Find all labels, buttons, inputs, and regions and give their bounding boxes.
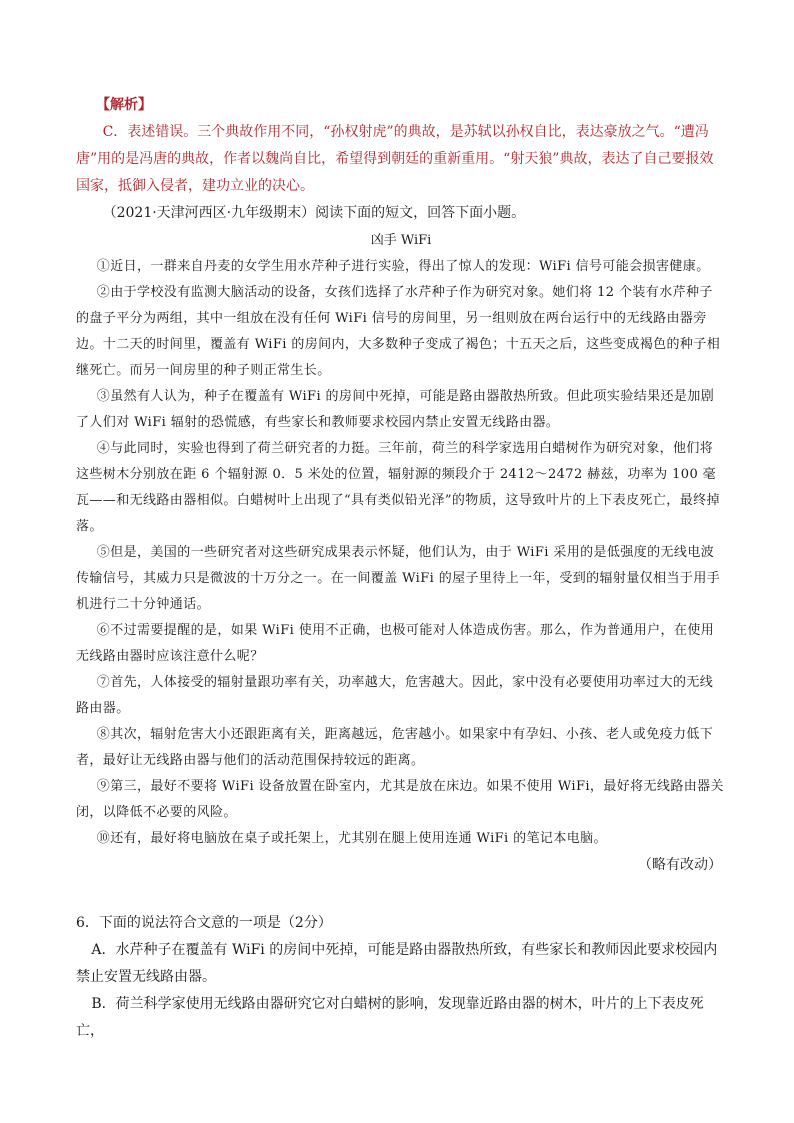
article-note: （略有改动） [638,857,722,873]
question-6 [76,910,726,1045]
article-paragraph-8: ⑧其次，辐射危害大小还跟距离有关，距离越远，危害越小。如果家中有孕妇、小孩、老人或免疫力低下者，最好让无线路由器与他们的活动范围保持较远的距离。 [76,727,714,768]
analysis-label: 【解析】 [96,97,152,113]
question-stem: 6．下面的说法符合文意的一项是（2分） [76,915,332,931]
article [76,228,726,878]
article-paragraph-7: ⑦首先，人体接受的辐射量跟功率有关，功率越大，危害越大。因此，家中没有必要使用功率过大的无线路由器。 [76,675,714,716]
article-paragraph-9: ⑨第三，最好不要将 WiFi 设备放置在卧室内，尤其是放在床边。如果不使用 WiFi，最好将无线路由器关闭，以降低不必要的风险。 [76,779,724,820]
analysis-text: C．表述错误。三个典故作用不同，“孙权射虎”的典故，是苏轼以孙权自比，表达豪放之气。“遭冯唐”用的是冯唐的典故，作者以魏尚自比，希望得到朝廷的重新重用。“射天狼”典故，表达了自己要报效国家，抵御入侵者，建功立业的决心。 [76,124,714,194]
reading-intro [76,200,726,227]
article-paragraph-2: ②由于学校没有监测大脑活动的设备，女孩们选择了水芹种子作为研究对象。她们将 12 个装有水芹种子的盘子平分为两组，其中一组放在没有任何 WiFi 信号的房间里，另一组则放在两台运行中的无线路由器旁边。十二天的时间里，覆盖有 WiFi 的房间内，大多数种子变成了褐色；十五天之后，这些变成褐色的种子相继死亡。而另一间房里的种子则正常生长。 [76,285,721,378]
article-paragraph-10: ⑩还有，最好将电脑放在桌子或托架上，尤其别在腿上使用连通 WiFi 的笔记本电脑。 [96,831,607,846]
intro-text: （2021·天津河西区·九年级期末）阅读下面的短文，回答下面小题。 [102,205,526,221]
question-option-b: B．荷兰科学家使用无线路由器研究它对白蜡树的影响，发现靠近路由器的树木，叶片的上下表皮死亡， [76,996,704,1039]
article-paragraph-5: ⑤但是，美国的一些研究者对这些研究成果表示怀疑，他们认为，由于 WiFi 采用的是低强度的无线电波传输信号，其威力只是微波的十万分之一。在一间覆盖 WiFi 的屋子里待上一年，受到的辐射量仅相当于用手机进行二十分钟通话。 [76,545,721,612]
article-title: 凶手 WiFi [370,233,432,248]
article-paragraph-4: ④与此同时，实验也得到了荷兰研究者的力挺。三年前，荷兰的科学家选用白蜡树作为研究对象，他们将这些树木分别放在距 6 个辐射源 0．5 米处的位置，辐射源的频段介于 2412～2472 赫兹，功率为 100 毫瓦——和无线路由器相似。白蜡树叶上出现了“具有类似铅光泽”的物质，这导致叶片的上下表皮死亡，最终掉落。 [76,441,720,534]
article-paragraph-3: ③虽然有人认为，种子在覆盖有 WiFi 的房间中死掉，可能是路由器散热所致。但此项实验结果还是加剧了人们对 WiFi 辐射的恐慌感，有些家长和教师要求校园内禁止安置无线路由器。 [76,389,715,430]
analysis-section [76,92,726,200]
article-paragraph-6: ⑥不过需要提醒的是，如果 WiFi 使用不正确，也极可能对人体造成伤害。那么，作为普通用户，在使用无线路由器时应该注意什么呢？ [76,623,715,664]
article-paragraph-1: ①近日，一群来自丹麦的女学生用水芹种子进行实验，得出了惊人的发现：WiFi 信号可能会损害健康。 [96,259,710,274]
question-option-a: A．水芹种子在覆盖有 WiFi 的房间中死掉，可能是路由器散热所致，有些家长和教师因此要求校园内禁止安置无线路由器。 [76,942,718,985]
